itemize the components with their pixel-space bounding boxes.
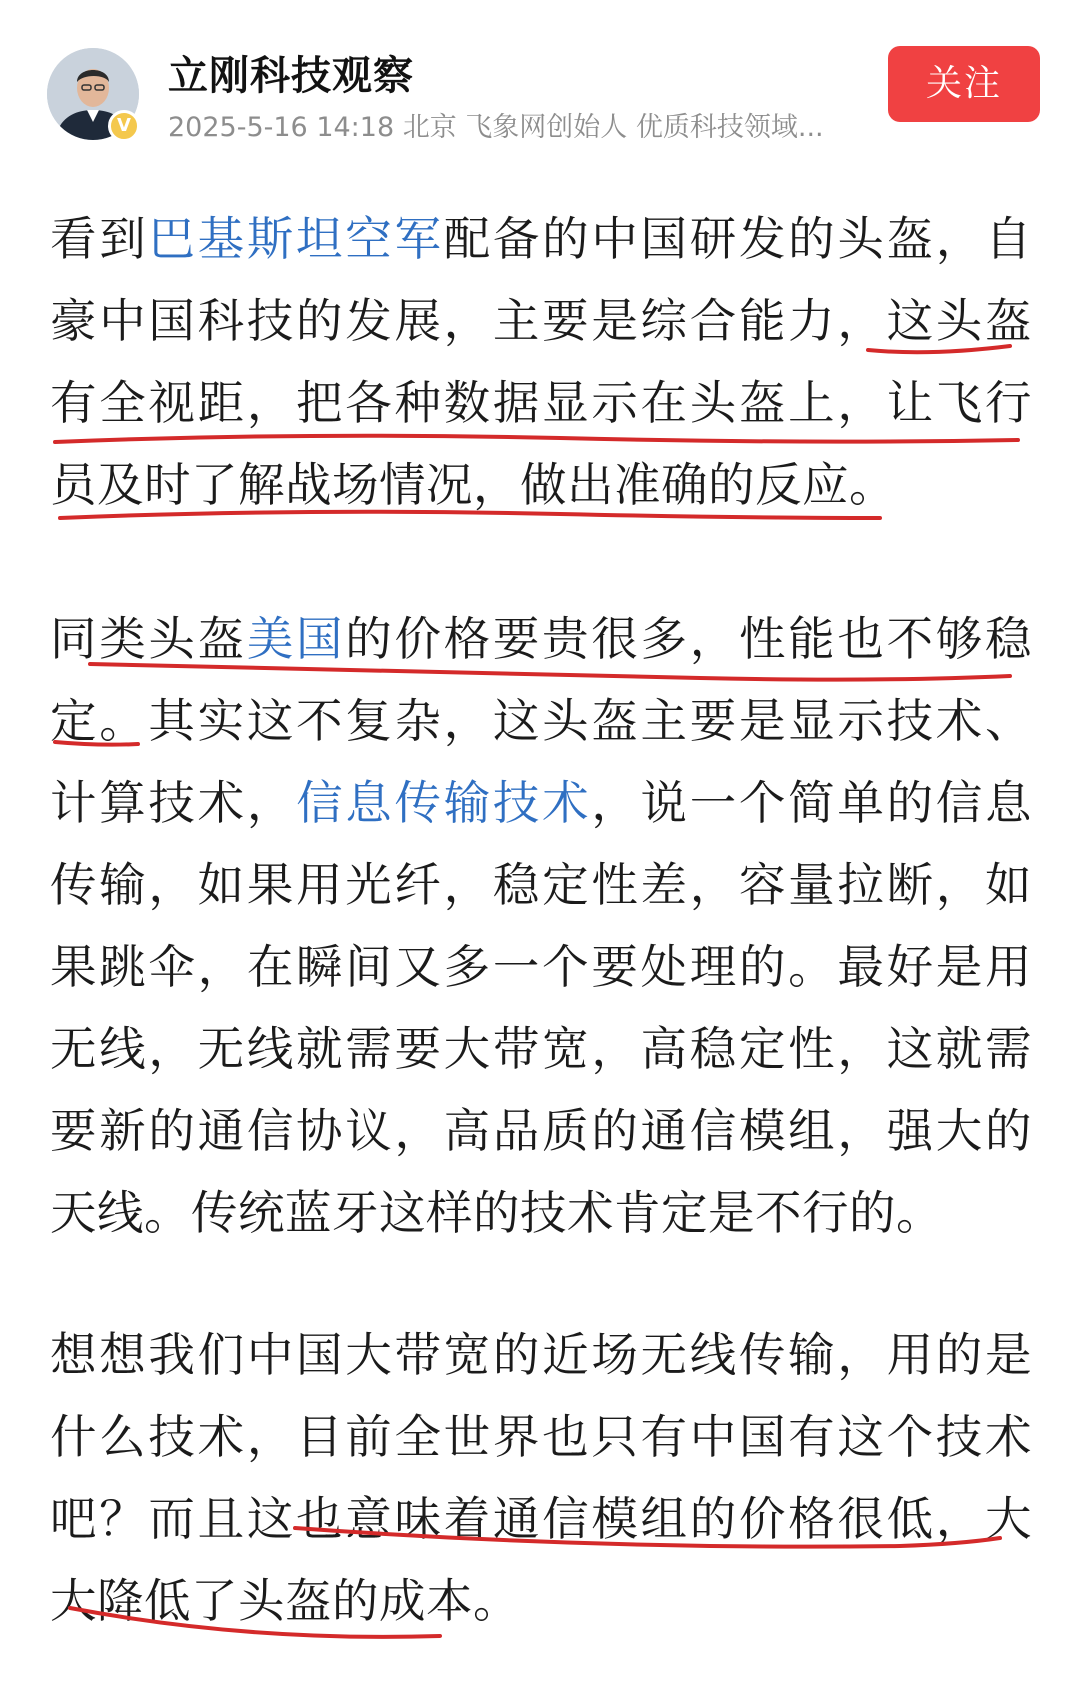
follow-button[interactable]: 关注 — [888, 46, 1040, 122]
post-header — [0, 0, 1080, 160]
verified-badge-icon: V — [108, 110, 140, 142]
paragraph-2 — [50, 598, 1032, 1254]
paragraph-3 — [50, 1314, 1032, 1642]
text-span: 看到 — [50, 212, 149, 266]
paragraph-1 — [50, 198, 1032, 526]
topic-link-info-transmission[interactable]: 信息传输技术 — [296, 776, 592, 830]
text-span: ，说一个简单的信息传输，如果用光纤，稳定性差，容量拉断，如果跳伞，在瞬间又多一个要处理的。最好是用无线，无线就需要大带宽，高稳定性，这就需要新的通信协议，高品质的通信模组，强大的天线。传统蓝牙这样的技术肯定是不行的。 — [50, 776, 1033, 1240]
text-span: 配备的中国研发的头盔，自豪中国科技的发展，主要是综合能力，这头盔有全视距，把各种数据显示在头盔上，让飞行员及时了解战场情况，做出准确的反应。 — [50, 212, 1033, 512]
author-name[interactable]: 立刚科技观察 — [168, 53, 414, 99]
topic-link-pakistan-air-force[interactable]: 巴基斯坦空军 — [148, 212, 444, 266]
text-span: 想想我们中国大带宽的近场无线传输，用的是什么技术，目前全世界也只有中国有这个技术吧？而且这也意味着通信模组的价格很低，大大降低了头盔的成本。 — [50, 1328, 1032, 1628]
text-span: 同类头盔 — [50, 612, 247, 666]
topic-link-usa[interactable]: 美国 — [246, 612, 346, 666]
text-span: 的价格要贵很多，性能也不够稳定。其实这不复杂，这头盔主要是显示技术、计算技术， — [50, 612, 1033, 830]
post-meta: 2025-5-16 14:18 北京 飞象网创始人 优质科技领域... — [168, 112, 824, 143]
